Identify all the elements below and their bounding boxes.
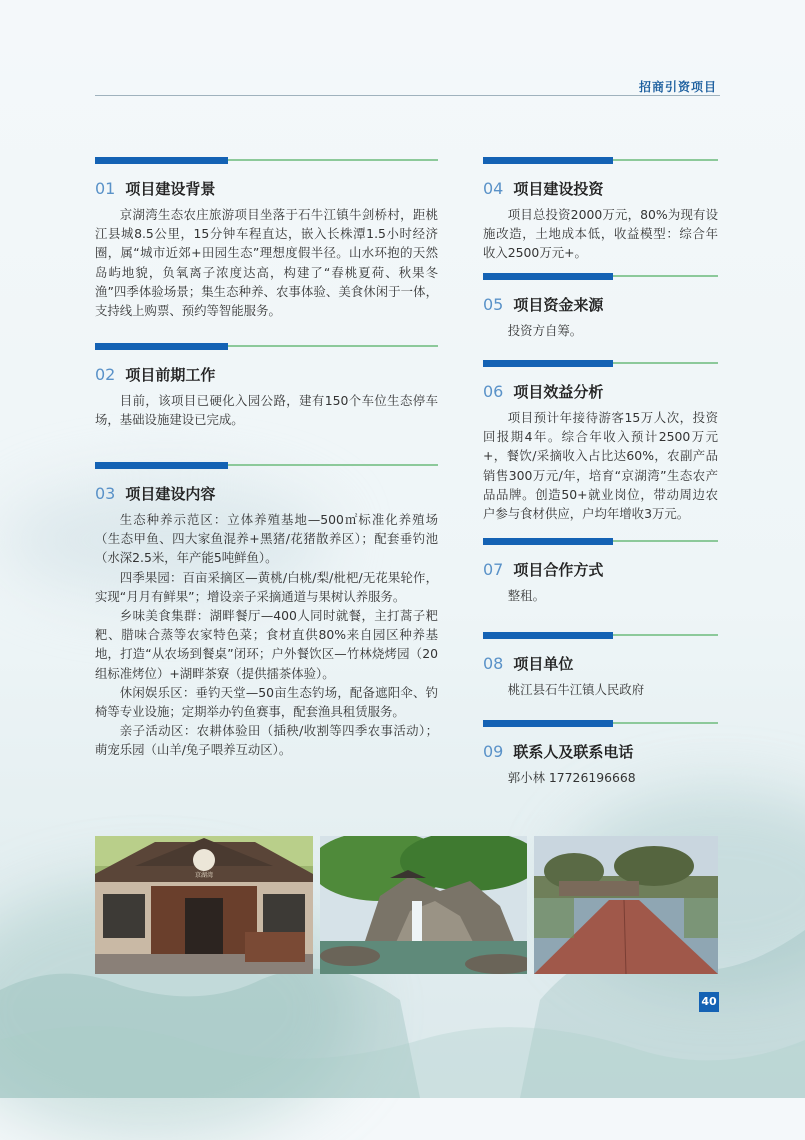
section-number: 04 xyxy=(483,179,504,198)
section-bar xyxy=(95,462,438,469)
header-title: 招商引资项目 xyxy=(638,80,717,94)
section-bar xyxy=(483,632,718,639)
section-heading xyxy=(95,364,438,385)
section-heading xyxy=(483,381,718,402)
section-body xyxy=(95,391,438,429)
section-title: 联系人及联系电话 xyxy=(513,743,634,761)
section-body xyxy=(483,586,718,605)
section-body xyxy=(483,680,718,699)
section-03 xyxy=(95,462,438,760)
paragraph: 四季果园：百亩采摘区—黄桃/白桃/梨/枇杷/无花果轮作，实现“月月有鲜果”；增设亲子采摘通道与果树认养服务。 xyxy=(95,569,438,604)
paragraph: 整租。 xyxy=(507,588,545,603)
paragraph: 项目预计年接待游客15万人次，投资回报期4年。综合年收入预计2500万元+，餐饮/采摘收入占比达60%，农副产品销售300万元/年，培育“京湖湾”生态农产品品牌。创造50+就业岗位，带动周边农户参与食材供应，户均年增收3万元。 xyxy=(483,410,718,522)
section-title: 项目合作方式 xyxy=(513,561,604,579)
paragraph: 休闲娱乐区：垂钓天堂—50亩生态钓场，配备遮阳伞、钓椅等专业设施；定期举办钓鱼赛事，配套渔具租赁服务。 xyxy=(95,684,438,720)
section-number: 06 xyxy=(483,382,504,401)
section-body xyxy=(95,205,438,320)
paragraph: 京湖湾生态农庄旅游项目坐落于石牛江镇牛剑桥村，距桃江县城8.5公里，15分钟车程直达，嵌入长株潭1.5小时经济圈，属“城市近郊+田园生态”理想度假半径。山水环抱的天然岛屿地貌，负氧离子浓度达高，构建了“春桃夏荷、秋果冬渔”四季体验场景；集生态种养、农事体验、美食休闲于一体，支持线上购票、预约等智能服务。 xyxy=(95,207,438,319)
section-bar xyxy=(483,360,718,367)
section-title: 项目建设背景 xyxy=(125,180,216,198)
section-body xyxy=(483,768,718,787)
lake-boardwalk-photo xyxy=(534,836,718,974)
section-05 xyxy=(483,273,718,340)
section-bar xyxy=(483,157,718,164)
section-heading xyxy=(95,483,438,504)
section-number: 07 xyxy=(483,560,504,579)
section-heading xyxy=(483,294,718,315)
photo-strip xyxy=(95,836,718,974)
paragraph: 郭小林 17726196668 xyxy=(507,770,636,785)
paragraph: 项目总投资2000万元，80%为现有设施改造，土地成本低，收益模型：综合年收入2500万元+。 xyxy=(483,207,718,261)
paragraph: 投资方自筹。 xyxy=(507,323,583,338)
section-bar xyxy=(483,273,718,280)
section-body xyxy=(95,510,438,760)
section-bar xyxy=(483,720,718,727)
section-title: 项目效益分析 xyxy=(513,383,604,401)
section-title: 项目建设投资 xyxy=(513,180,604,198)
section-bar xyxy=(95,157,438,164)
paragraph: 亲子活动区：农耕体验田（插秧/收割等四季农事活动）；萌宠乐园（山羊/兔子喂养互动区）。 xyxy=(95,723,438,758)
section-04 xyxy=(483,157,718,263)
paragraph: 乡味美食集群：湖畔餐厅—400人同时就餐，主打蒿子粑粑、腊味合蒸等农家特色菜；食材直供80%来自园区种养基地，打造“从农场到餐桌”闭环；户外餐饮区—竹林烧烤园（20组标准烤位）+湖畔茶寮（提供擂茶体验）。 xyxy=(95,608,438,681)
section-heading xyxy=(483,559,718,580)
section-body xyxy=(483,321,718,340)
section-bar xyxy=(483,538,718,545)
paragraph: 生态种养示范区：立体养殖基地—500㎡标准化养殖场（生态甲鱼、四大家鱼混养+黑猪/花猪散养区）；配套垂钓池（水深2.5米，年产能5吨鲜鱼）。 xyxy=(95,512,438,566)
section-bar xyxy=(95,343,438,350)
section-01 xyxy=(95,157,438,320)
section-09 xyxy=(483,720,718,787)
paragraph: 目前，该项目已硬化入园公路，建有150个车位生态停车场，基础设施建设已完成。 xyxy=(95,393,438,428)
section-body xyxy=(483,205,718,263)
farm-restaurant-photo xyxy=(95,836,313,974)
section-08 xyxy=(483,632,718,699)
section-heading xyxy=(95,178,438,199)
header-rule xyxy=(95,95,720,96)
section-02 xyxy=(95,343,438,429)
section-number: 01 xyxy=(95,179,116,198)
section-heading xyxy=(483,653,718,674)
section-heading xyxy=(483,741,718,762)
section-title: 项目前期工作 xyxy=(125,366,216,384)
restaurant-sign: 京湖湾 xyxy=(194,872,214,879)
section-07 xyxy=(483,538,718,605)
paragraph: 桃江县石牛江镇人民政府 xyxy=(507,682,645,697)
section-number: 03 xyxy=(95,484,116,503)
section-number: 05 xyxy=(483,295,504,314)
section-heading xyxy=(483,178,718,199)
section-06 xyxy=(483,360,718,523)
section-title: 项目资金来源 xyxy=(513,296,604,314)
section-body xyxy=(483,408,718,523)
section-number: 08 xyxy=(483,654,504,673)
section-title: 项目单位 xyxy=(513,655,574,673)
section-number: 02 xyxy=(95,365,116,384)
page-number: 40 xyxy=(699,992,719,1012)
rockery-waterfall-photo xyxy=(320,836,527,974)
section-number: 09 xyxy=(483,742,504,761)
section-title: 项目建设内容 xyxy=(125,485,216,503)
